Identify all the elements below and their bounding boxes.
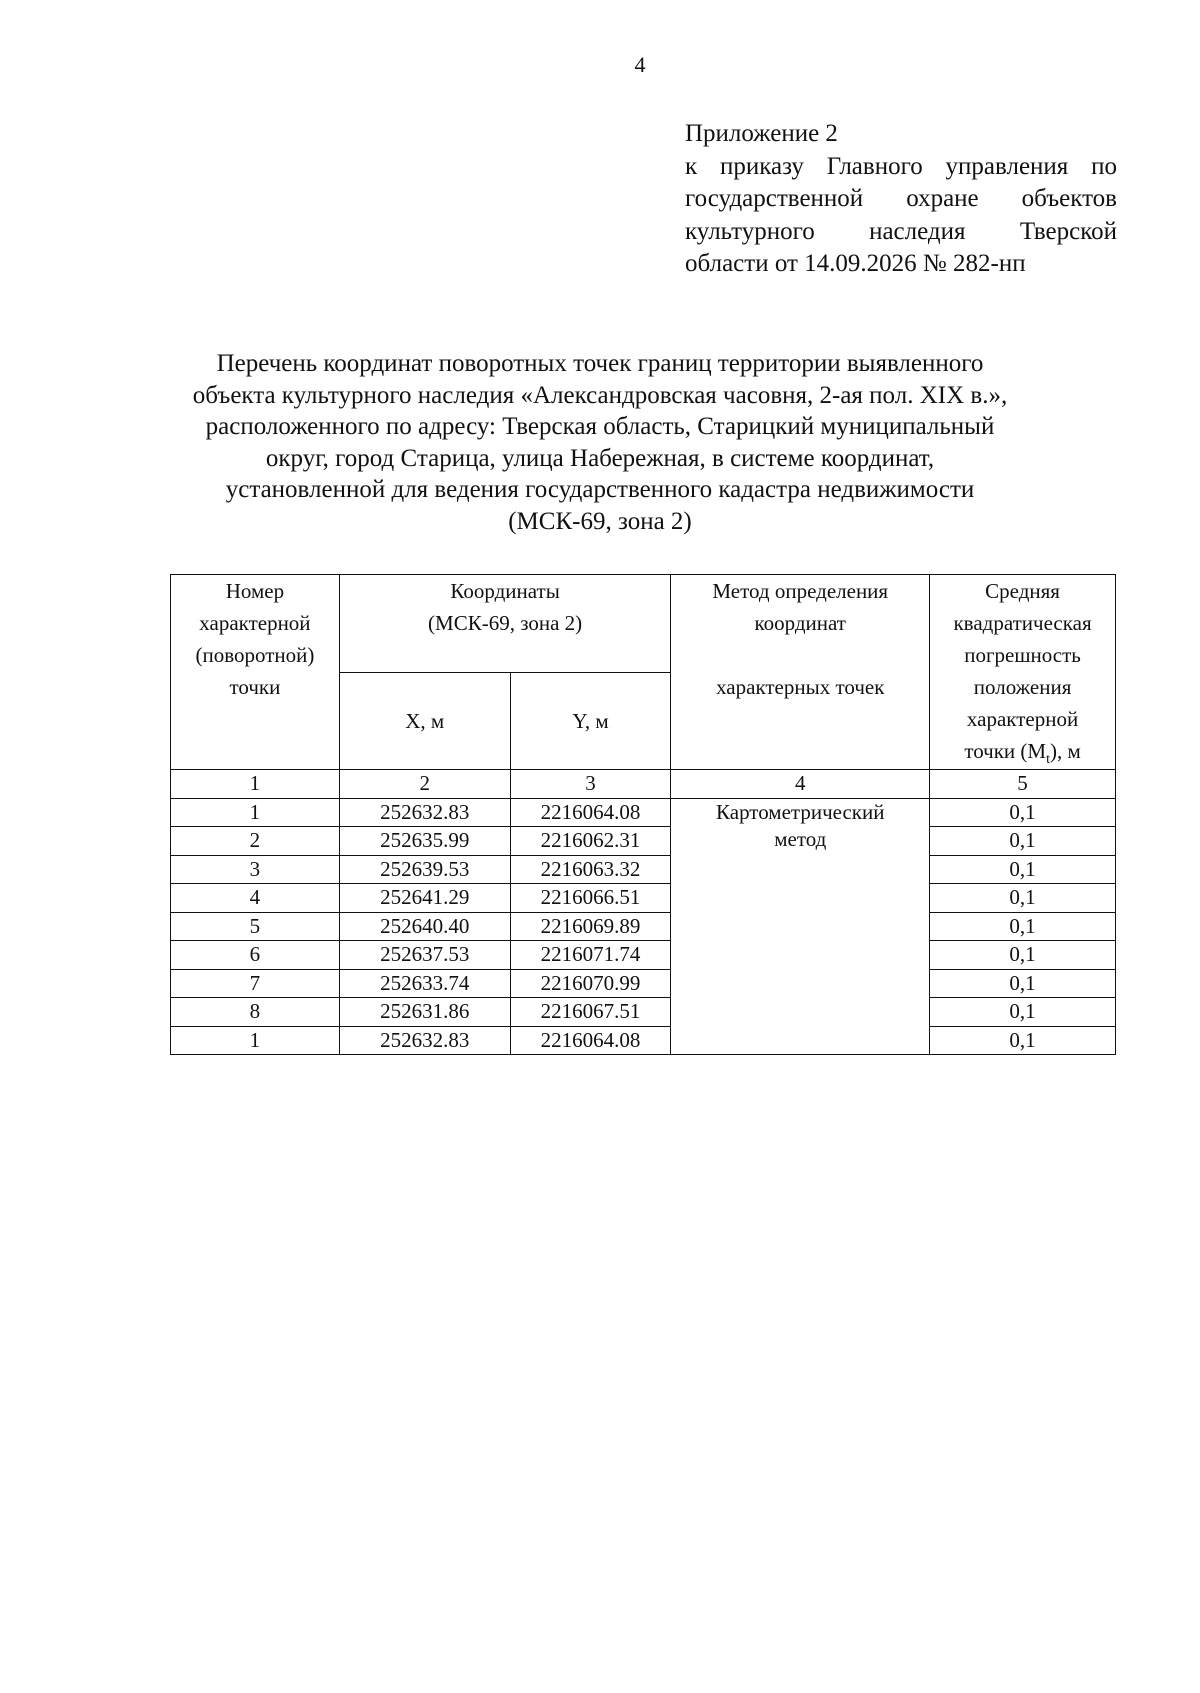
header-x: X, м bbox=[339, 673, 510, 770]
error-value: 0,1 bbox=[930, 855, 1116, 884]
error-value: 0,1 bbox=[930, 884, 1116, 913]
header-error bbox=[930, 575, 1116, 770]
point-number: 7 bbox=[171, 969, 340, 998]
coord-x: 252632.83 bbox=[339, 798, 510, 827]
header-text: Средняя bbox=[985, 579, 1060, 603]
method-text: метод bbox=[774, 827, 827, 851]
header-text: Метод определения bbox=[712, 579, 889, 603]
heading-line: округ, город Старица, улица Набережная, в системе координат, bbox=[265, 444, 935, 472]
method-text: Картометрический bbox=[716, 799, 885, 824]
error-value: 0,1 bbox=[930, 1026, 1116, 1055]
column-number: 5 bbox=[930, 770, 1116, 799]
table-row bbox=[171, 884, 1116, 913]
point-number: 1 bbox=[171, 1026, 340, 1055]
point-number: 2 bbox=[171, 827, 340, 856]
point-number: 1 bbox=[171, 798, 340, 827]
table-row bbox=[171, 827, 1116, 856]
column-numbers-row bbox=[171, 770, 1116, 799]
page-number: 4 bbox=[634, 52, 646, 77]
header-text: (МСК-69, зона 2) bbox=[428, 611, 583, 635]
coord-x: 252641.29 bbox=[339, 884, 510, 913]
error-value: 0,1 bbox=[930, 798, 1116, 827]
header-text: характерной bbox=[199, 611, 311, 635]
heading-line: расположенного по адресу: Тверская область, Старицкий муниципальный bbox=[205, 413, 995, 440]
header-text: Координаты bbox=[450, 579, 560, 603]
column-number: 4 bbox=[671, 770, 930, 799]
point-number: 5 bbox=[171, 912, 340, 941]
table-row bbox=[171, 855, 1116, 884]
header-text: (поворотной) bbox=[195, 643, 315, 667]
point-number: 8 bbox=[171, 998, 340, 1027]
coord-y: 2216064.08 bbox=[510, 1026, 671, 1055]
table-row bbox=[171, 941, 1116, 970]
header-point-number bbox=[171, 575, 340, 770]
appendix-line: к приказу Главного управления по bbox=[685, 152, 1117, 180]
header-text: координат bbox=[754, 611, 846, 635]
coord-x: 252637.53 bbox=[339, 941, 510, 970]
header-text: квадратическая bbox=[953, 611, 1092, 635]
coord-x: 252635.99 bbox=[339, 827, 510, 856]
table-row bbox=[171, 969, 1116, 998]
coord-x: 252640.40 bbox=[339, 912, 510, 941]
appendix-line: государственной охране объектов bbox=[685, 185, 1117, 212]
header-text: характерной bbox=[966, 707, 1079, 731]
table-row bbox=[171, 998, 1116, 1027]
error-value: 0,1 bbox=[930, 969, 1116, 998]
point-number: 6 bbox=[171, 941, 340, 970]
appendix-title: Приложение 2 bbox=[685, 120, 838, 147]
table-header-row bbox=[171, 575, 1116, 673]
coord-y: 2216066.51 bbox=[510, 884, 671, 913]
point-number: 3 bbox=[171, 855, 340, 884]
coord-x: 252631.86 bbox=[339, 998, 510, 1027]
error-value: 0,1 bbox=[930, 998, 1116, 1027]
header-method bbox=[671, 575, 930, 770]
coord-y: 2216064.08 bbox=[510, 798, 671, 827]
header-text-last: точки $(M_t)$, м bbox=[964, 739, 1081, 768]
appendix-block bbox=[685, 118, 1117, 281]
coord-y: 2216063.32 bbox=[510, 855, 671, 884]
column-number: 3 bbox=[510, 770, 671, 799]
coord-y: 2216070.99 bbox=[510, 969, 671, 998]
header-text: Номер bbox=[225, 579, 285, 603]
heading-line: объекта культурного наследия «Александровская часовня, 2-ая пол. XIX в.», bbox=[192, 381, 1008, 409]
header-text: положения bbox=[973, 675, 1072, 699]
point-number: 4 bbox=[171, 884, 340, 913]
heading-line: Перечень координат поворотных точек границ территории выявленного bbox=[216, 350, 984, 377]
coordinates-table bbox=[170, 574, 1116, 1055]
coord-y: 2216069.89 bbox=[510, 912, 671, 941]
heading-line: установленной для ведения государственного кадастра недвижимости bbox=[225, 476, 975, 503]
appendix-line: области от 14.09.2026 № 282-нп bbox=[685, 250, 1026, 277]
header-text: характерных точек bbox=[716, 675, 885, 699]
table-row bbox=[171, 798, 1116, 827]
header-coordinates bbox=[339, 575, 671, 673]
method-cell bbox=[671, 798, 930, 1055]
coord-x: 252639.53 bbox=[339, 855, 510, 884]
column-number: 2 bbox=[339, 770, 510, 799]
header-y: Y, м bbox=[510, 673, 671, 770]
heading-line: (МСК-69, зона 2) bbox=[508, 507, 692, 535]
document-heading bbox=[150, 348, 1050, 537]
table-row bbox=[171, 912, 1116, 941]
header-text: точки bbox=[229, 675, 281, 699]
coord-x: 252633.74 bbox=[339, 969, 510, 998]
appendix-line: культурного наследия Тверской bbox=[685, 217, 1117, 245]
column-number: 1 bbox=[171, 770, 340, 799]
error-value: 0,1 bbox=[930, 827, 1116, 856]
error-value: 0,1 bbox=[930, 912, 1116, 941]
coord-y: 2216067.51 bbox=[510, 998, 671, 1027]
header-text: погрешность bbox=[964, 643, 1081, 667]
error-value: 0,1 bbox=[930, 941, 1116, 970]
coord-x: 252632.83 bbox=[339, 1026, 510, 1055]
coord-y: 2216071.74 bbox=[510, 941, 671, 970]
coord-y: 2216062.31 bbox=[510, 827, 671, 856]
table-row bbox=[171, 1026, 1116, 1055]
